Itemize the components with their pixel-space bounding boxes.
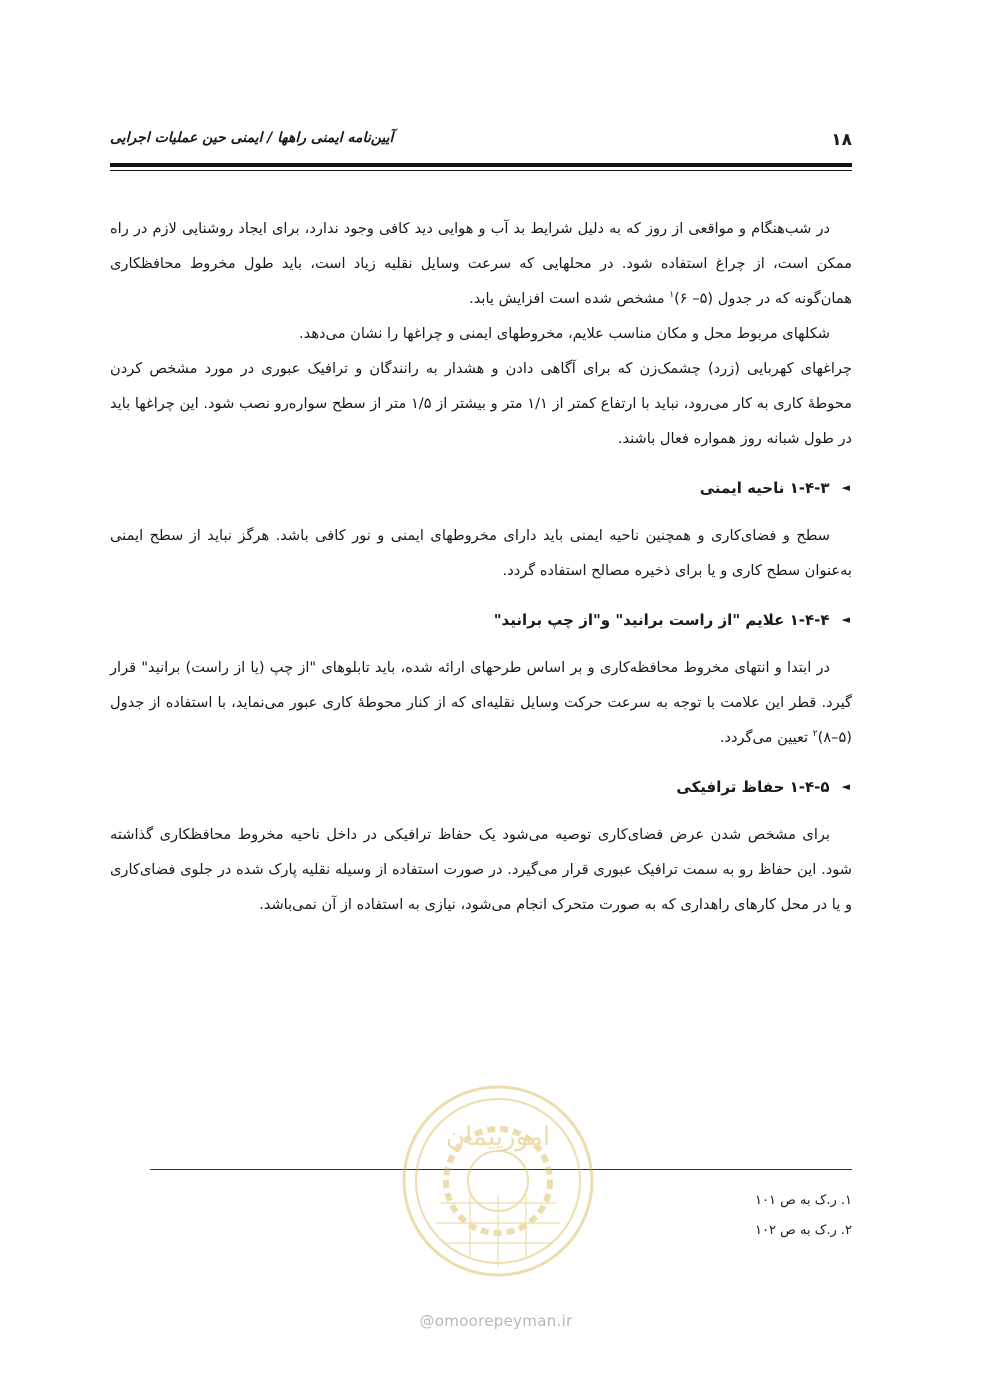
page-header (110, 130, 852, 158)
running-title: آیین‌نامه ایمنی راهها / ایمنی حین عملیات اجرایی (110, 130, 394, 146)
paragraph-traffic-barrier: برای مشخص شدن عرض فضای‌کاری توصیه می‌شود یک حفاظ ترافیکی در داخل ناحیه مخروط محافظکاری گذاشته شود. این حفاظ رو به سمت ترافیک عبوری قرار می‌گیرد. در صورت استفاده از وسیله نقلیه پارک شده در جلوی فضای‌کاری و یا در محل کارهای راهداری که به صورت متحرک انجام می‌شود، نیازی به استفاده از آن نمی‌باشد. (110, 826, 852, 913)
heading-text: ۱-۴-۵ حفاظ ترافیکی (676, 778, 830, 796)
heading-text: ۱-۴-۳ ناحیه ایمنی (699, 479, 830, 497)
heading-marker-icon: ◄ (841, 780, 850, 793)
paragraph-keep-signs (110, 650, 852, 755)
main-text (110, 211, 852, 922)
watermark-seal-text: امورپیمان (445, 1122, 551, 1152)
paragraph-text: در شب‌هنگام و مواقعی از روز که به دلیل شرایط بد آب و هوایی دید کافی وجود ندارد، برای ایجاد روشنایی لازم در راه ممکن است، از چراغ استفاده شود. در محلهایی که سرعت وسایل نقلیه زیاد است، باید طول مخروط محافظکاری همان‌گونه که در جدول (۵– ۶) (110, 220, 852, 307)
paragraph-amber-lights: چراغهای کهربایی (زرد) چشمک‌زن که برای آگاهی دادن و هشدار به رانندگان و ترافیک عبوری در مورد مشخص کردن محوطهٔ کاری به کار می‌رود، نباید با ارتفاع کمتر از ۱/۱ متر و بیشتر از ۱/۵ متر از سطح سواره‌رو نصب شود. این چراغها باید در طول شبانه روز همواره فعال باشند. (110, 360, 852, 447)
watermark-url: @omoorepeyman.ir (419, 1312, 573, 1330)
header-rule-thick (110, 163, 852, 167)
watermark-seal-icon (400, 1083, 596, 1279)
page-number: ۱۸ (831, 130, 852, 150)
section-heading-traffic-barrier (110, 769, 852, 805)
footnote-ref-1[interactable]: ۱ (669, 290, 675, 301)
paragraph-safety-zone: سطح و فضای‌کاری و همچنین ناحیه ایمنی باید دارای مخروطهای ایمنی و نور کافی باشد. هرگز نباید از سطح ایمنی به‌عنوان سطح کاری و یا برای ذخیره مصالح استفاده گردد. (110, 527, 852, 579)
section-heading-safety-zone (110, 470, 852, 506)
heading-text: ۱-۴-۴ علایم "از راست برانید" و"از چپ برانید" (493, 611, 830, 629)
heading-marker-icon: ◄ (841, 481, 850, 494)
footnote-ref-2[interactable]: ۲ (812, 729, 818, 740)
footnote-2: ۲. ر.ک به ص ۱۰۲ (755, 1223, 852, 1238)
header-rule-thin (110, 170, 852, 171)
paragraph-text: در ابتدا و انتهای مخروط محافظه‌کاری و بر اساس طرحهای ارائه شده، باید تابلوهای "از چپ (یا از راست) برانید" قرار گیرد. قطر این علامت با توجه به سرعت حرکت وسایل نقلیه‌ای که از کنار محوطهٔ کاری عبور می‌نماید، با استفاده از جدول (۵–۸) (110, 659, 852, 746)
paragraph-night-lighting (110, 211, 852, 316)
paragraph-text: تعیین می‌گردد. (719, 729, 813, 746)
paragraph-text: مشخص شده است افزایش یابد. (469, 290, 670, 307)
heading-marker-icon: ◄ (841, 613, 850, 626)
paragraph-figures: شکلهای مربوط محل و مکان مناسب علایم، مخروطهای ایمنی و چراغها را نشان می‌دهد. (299, 325, 830, 342)
footnote-1: ۱. ر.ک به ص ۱۰۱ (755, 1193, 852, 1208)
section-heading-keep-right-left (110, 602, 852, 638)
